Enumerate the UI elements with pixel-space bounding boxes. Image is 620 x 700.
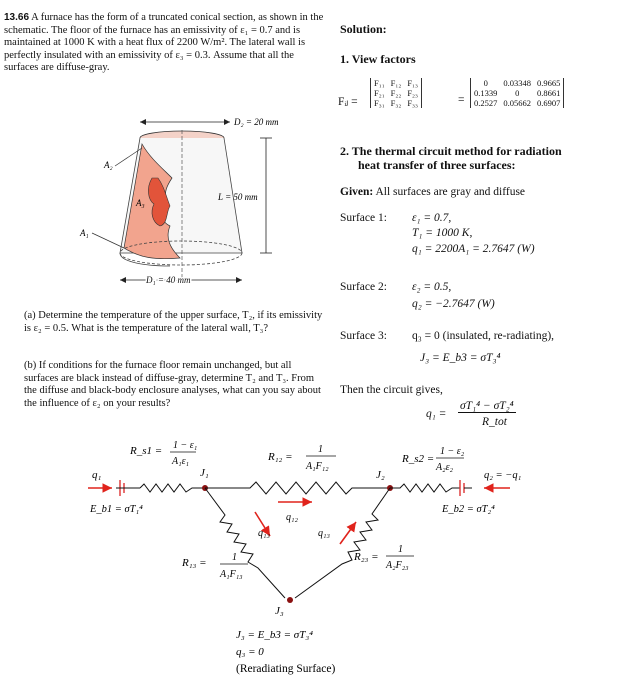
surface1-heat: q₁ = 2200A₁ = 2.7647 (W) xyxy=(412,243,535,255)
q13-left-label: q₁₃ xyxy=(258,528,270,539)
r23-num: 1 xyxy=(398,544,403,555)
surface2-heat: q₂ = −2.7647 (W) xyxy=(412,298,495,310)
q1-numerator: σT₁⁴ − σT₂⁴ xyxy=(460,400,514,412)
q12-label: q₁₂ xyxy=(286,512,298,523)
furnace-figure xyxy=(20,108,320,298)
part-a: (a) Determine the temperature of the upper surface, T₂, if its emissivity is ε₂ = 0.5. What is the temperature of the lateral wall, T₃? xyxy=(24,310,323,334)
reradiating-note: (Reradiating Surface) xyxy=(236,663,336,675)
surface3-label: Surface 3: xyxy=(340,330,387,342)
j1-label: J₁ xyxy=(200,467,209,479)
r13-lhs: R₁₃ = xyxy=(182,557,207,569)
rs1-resistor xyxy=(140,484,205,492)
thermal-circuit xyxy=(80,440,580,680)
surface1-temp: T₁ = 1000 K, xyxy=(412,227,473,239)
r12-lhs: R₁₂ = xyxy=(268,451,293,463)
circuit-intro: Then the circuit gives, xyxy=(340,384,443,396)
rs1-den: A₁ε₁ xyxy=(172,456,190,467)
rs1-num: 1 − ε₁ xyxy=(173,440,198,451)
step2-line1: 2. The thermal circuit method for radiation xyxy=(340,144,562,158)
matrix-label: Fᵢⱼ = xyxy=(338,96,358,108)
r13-den: A₁F₁₃ xyxy=(220,569,243,580)
problem-text: A furnace has the form of a truncated conical section, as shown in the schematic. The floor of the furnace has an emissivity of ε₁ = 0.7 and is maintained at 1000 K with a heat flux of 2200 W/m². The lateral wall is perfectly insulated with an emissivity of ε₃ = 0.3. Assume that all the surfaces are diffuse-gray. xyxy=(4,12,324,73)
problem-statement xyxy=(4,12,326,75)
rs2-den: A₂ε₂ xyxy=(436,462,454,473)
step2-line2: heat transfer of three surfaces: xyxy=(358,158,516,172)
r13-resistor xyxy=(205,488,285,598)
problem-number: 13.66 xyxy=(4,12,30,23)
rs2-num: 1 − ε₂ xyxy=(440,446,465,457)
surface3-radiosity: J₃ = E_b3 = σT₃⁴ xyxy=(420,352,501,364)
part-b: (b) If conditions for the furnace floor remain unchanged, but all surfaces are black instead of diffuse-gray, determine T₂ and T₃. From the diffuse and black-body enclosure analyses, what can you say about the influence of ε₂ on your results? xyxy=(24,360,321,409)
q2-label: q₂ = −q₁ xyxy=(484,470,522,481)
j3-equation: J₃ = E_b3 = σT₃⁴ xyxy=(236,629,313,641)
rs2-resistor xyxy=(390,484,460,492)
a1-label: A₁ xyxy=(80,228,89,238)
a2-label: A₂ xyxy=(104,160,113,170)
surface3-heat: q₃ = 0 (insulated, re-radiating), xyxy=(412,330,555,342)
j2-label: J₂ xyxy=(376,469,385,481)
step1-heading: 1. View factors xyxy=(340,52,416,66)
q1-label: q₁ xyxy=(92,469,102,481)
surface1-eps: ε₁ = 0.7, xyxy=(412,212,452,224)
symbol-matrix: F₁₁ F₁₂ F₁₃ F₂₁ F₂₂ F₂₃ F₃₁ F₃₂ F₃₃ xyxy=(370,78,422,108)
eb2-label: E_b2 = σT₂⁴ xyxy=(442,504,495,515)
r12-resistor xyxy=(205,482,390,494)
q1-lhs: q₁ = xyxy=(426,408,447,420)
j3-label: J₃ xyxy=(275,605,284,617)
q13-arrow-right xyxy=(340,522,356,544)
surface2-eps: ε₂ = 0.5, xyxy=(412,281,452,293)
rs2-lhs: R_s2 = xyxy=(402,453,435,465)
given-line xyxy=(340,186,525,198)
surface1-label: Surface 1: xyxy=(340,212,387,224)
a3-label: A₃ xyxy=(136,198,145,208)
q13-right-label: q₁₃ xyxy=(318,528,330,539)
given-label: Given: xyxy=(340,186,374,198)
d1-label: D₁ = 40 mm xyxy=(146,275,191,285)
surface2-label: Surface 2: xyxy=(340,281,387,293)
r23-lhs: R₂₃ = xyxy=(354,551,379,563)
q1-denominator: R_tot xyxy=(482,416,507,428)
r12-num: 1 xyxy=(318,444,323,455)
d2-label: D₂ = 20 mm xyxy=(234,117,279,127)
node-j3 xyxy=(287,597,293,603)
r23-resistor xyxy=(295,488,390,598)
l-label: L = 50 mm xyxy=(218,192,258,202)
r13-num: 1 xyxy=(232,552,237,563)
r23-den: A₂F₂₃ xyxy=(386,560,409,571)
eb1-label: E_b1 = σT₁⁴ xyxy=(90,504,143,515)
q3-equation: q₃ = 0 xyxy=(236,646,264,658)
value-matrix: 0 0.03348 0.9665 0.1339 0 0.8661 0.2527 0.05662 0.6907 xyxy=(470,78,564,108)
rs1-lhs: R_s1 = xyxy=(130,445,163,457)
solution-heading: Solution: xyxy=(340,22,387,36)
r12-den: A₁F₁₂ xyxy=(306,461,329,472)
given-text: All surfaces are gray and diffuse xyxy=(373,186,526,198)
